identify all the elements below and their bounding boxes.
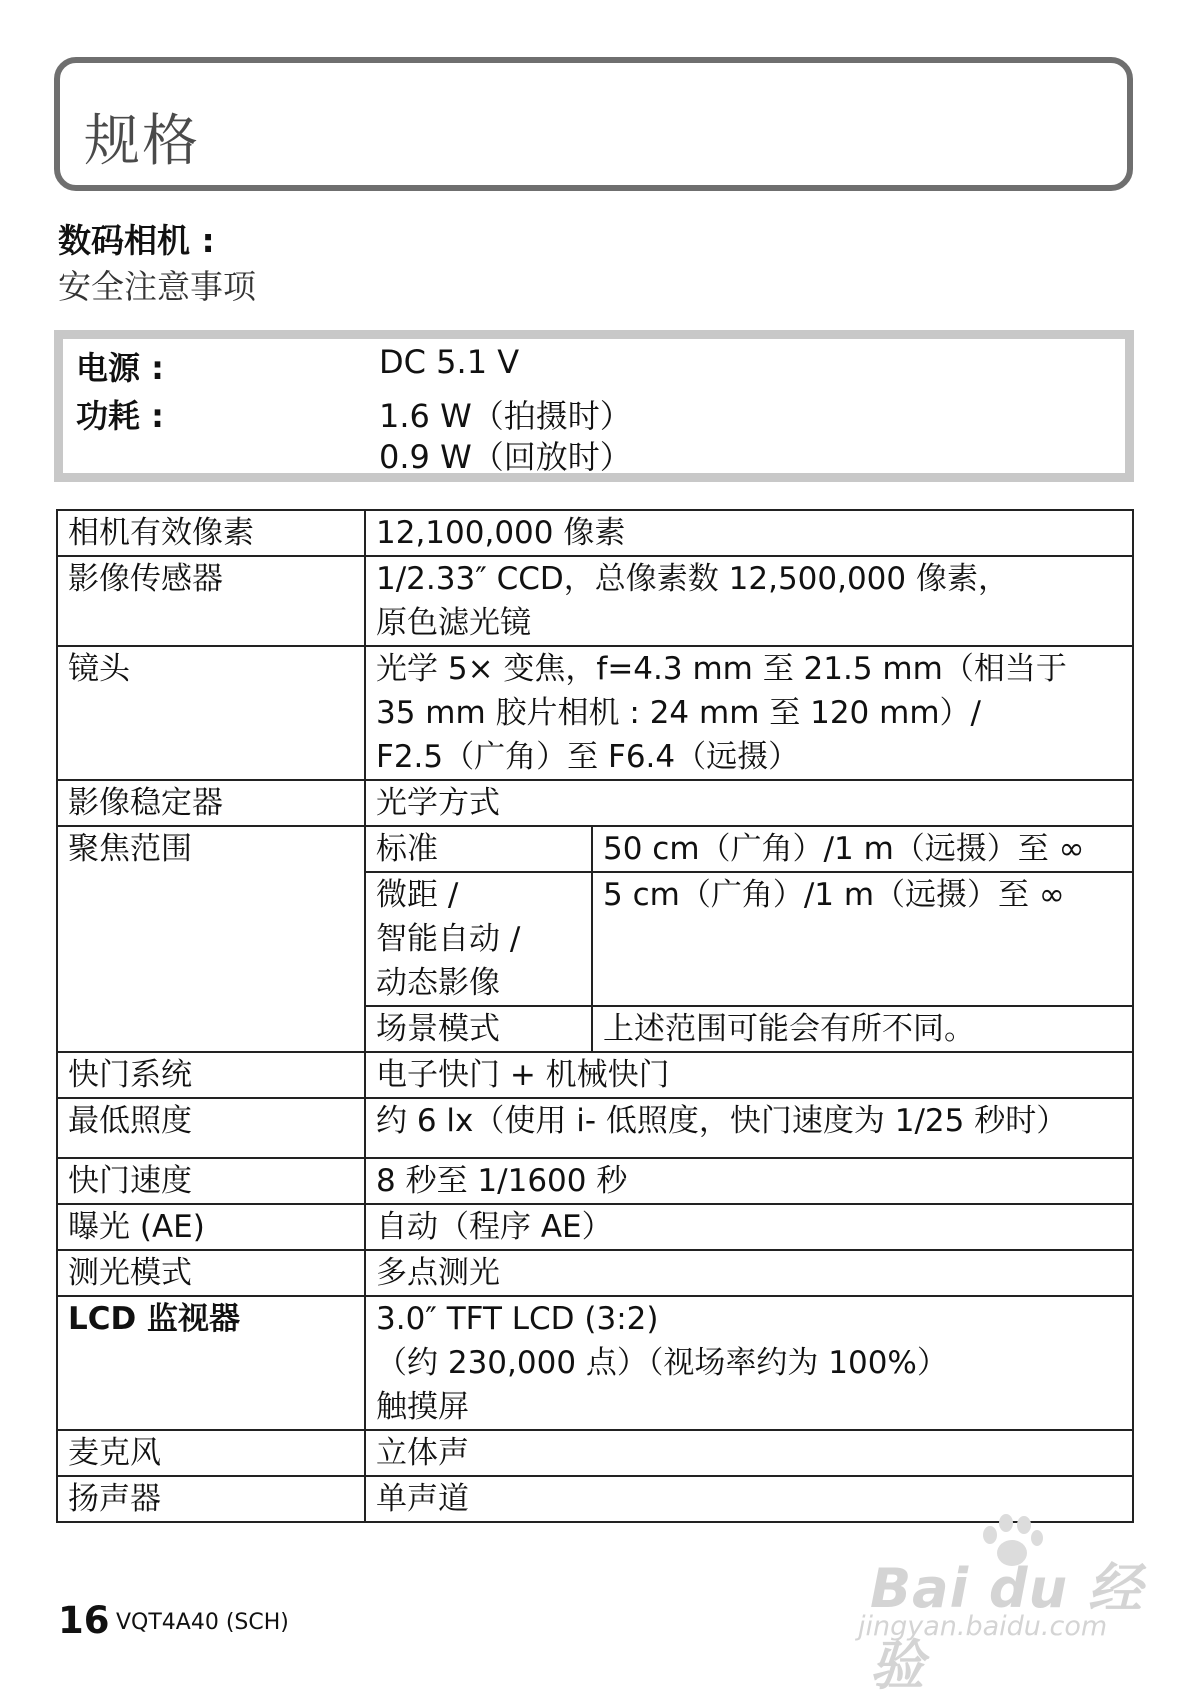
- focus-mode-label-line: 动态影像: [376, 965, 500, 1001]
- spec-value-line: F2.5（广角）至 F6.4（远摄）: [376, 739, 800, 775]
- spec-value: 自动（程序 AE）: [365, 1204, 1133, 1250]
- spec-label: 测光模式: [57, 1250, 365, 1296]
- spec-value: 立体声: [365, 1430, 1133, 1476]
- spec-value-line: 1/2.33″ CCD，总像素数 12,500,000 像素，: [376, 561, 1009, 597]
- page-number: 16: [58, 1599, 110, 1642]
- focus-mode-label: [365, 872, 592, 1006]
- spec-label: 麦克风: [57, 1430, 365, 1476]
- table-row: [57, 1250, 1133, 1296]
- document-code: VQT4A40 (SCH): [116, 1610, 289, 1635]
- specs-table: [56, 509, 1134, 1523]
- spec-value-line: 触摸屏: [376, 1389, 469, 1425]
- table-row: [57, 780, 1133, 826]
- spec-value-line: 原色滤光镜: [376, 605, 531, 641]
- section-subheading: 安全注意事项: [58, 267, 256, 306]
- spec-label: 曝光 (AE): [57, 1204, 365, 1250]
- table-row: [57, 556, 1133, 646]
- table-row: [57, 510, 1133, 556]
- spec-label: 快门系统: [57, 1052, 365, 1098]
- power-source-label: 电源 :: [76, 349, 164, 387]
- table-row: [57, 1476, 1133, 1522]
- spec-label: 最低照度: [57, 1098, 365, 1158]
- focus-mode-value: 上述范围可能会有所不同。: [592, 1006, 1133, 1052]
- spec-label: 相机有效像素: [57, 510, 365, 556]
- watermark-brand: Bai du 经验: [870, 1557, 1143, 1697]
- table-row: [57, 826, 1133, 872]
- focus-mode-label: 场景模式: [365, 1006, 592, 1052]
- power-consumption-value-1: 1.6 W（拍摄时）: [379, 397, 632, 435]
- table-row: [57, 1158, 1133, 1204]
- spec-value: 约 6 lx（使用 i- 低照度，快门速度为 1/25 秒时）: [365, 1098, 1133, 1158]
- focus-mode-label: 标准: [365, 826, 592, 872]
- table-row: [57, 1296, 1133, 1430]
- section-heading: 数码相机 :: [58, 221, 215, 260]
- spec-value-line: 3.0″ TFT LCD (3:2): [376, 1301, 659, 1337]
- table-row: [57, 1052, 1133, 1098]
- table-row: [57, 1204, 1133, 1250]
- spec-value-line: （约 230,000 点）（视场率约为 100%）: [376, 1345, 948, 1381]
- spec-label: 镜头: [57, 646, 365, 780]
- spec-label: 影像传感器: [57, 556, 365, 646]
- spec-label: 扬声器: [57, 1476, 365, 1522]
- title-box: [54, 57, 1133, 191]
- spec-value: 8 秒至 1/1600 秒: [365, 1158, 1133, 1204]
- focus-mode-value: 50 cm（广角）/1 m（远摄）至 ∞: [592, 826, 1133, 872]
- page-title: 规格: [84, 109, 200, 174]
- power-consumption-value-2: 0.9 W（回放时）: [379, 438, 632, 476]
- spec-label: 快门速度: [57, 1158, 365, 1204]
- power-consumption-label: 功耗 :: [76, 397, 164, 435]
- spec-value: 单声道: [365, 1476, 1133, 1522]
- focus-mode-label-line: 微距 /: [376, 877, 459, 913]
- spec-value: [365, 1296, 1133, 1430]
- spec-value: 12,100,000 像素: [365, 510, 1133, 556]
- spec-label: 聚焦范围: [57, 826, 365, 1052]
- table-row: [57, 646, 1133, 780]
- spec-value-line: 光学 5× 变焦，f=4.3 mm 至 21.5 mm（相当于: [376, 651, 1067, 687]
- watermark-url: jingyan.baidu.com: [858, 1611, 1108, 1642]
- focus-mode-value: 5 cm（广角）/1 m（远摄）至 ∞: [592, 872, 1133, 1006]
- table-row: [57, 1098, 1133, 1158]
- spec-value: 电子快门 + 机械快门: [365, 1052, 1133, 1098]
- spec-label: [57, 1296, 365, 1430]
- lcd-label: LCD 监视器: [68, 1301, 241, 1337]
- spec-value: [365, 556, 1133, 646]
- spec-value: 多点测光: [365, 1250, 1133, 1296]
- spec-label: 影像稳定器: [57, 780, 365, 826]
- table-row: [57, 1430, 1133, 1476]
- spec-value-line: 35 mm 胶片相机 : 24 mm 至 120 mm）/: [376, 695, 981, 731]
- spec-value: [365, 646, 1133, 780]
- spec-value: 光学方式: [365, 780, 1133, 826]
- power-box: [54, 330, 1134, 482]
- focus-mode-label-line: 智能自动 /: [376, 921, 521, 957]
- power-source-value: DC 5.1 V: [379, 343, 520, 381]
